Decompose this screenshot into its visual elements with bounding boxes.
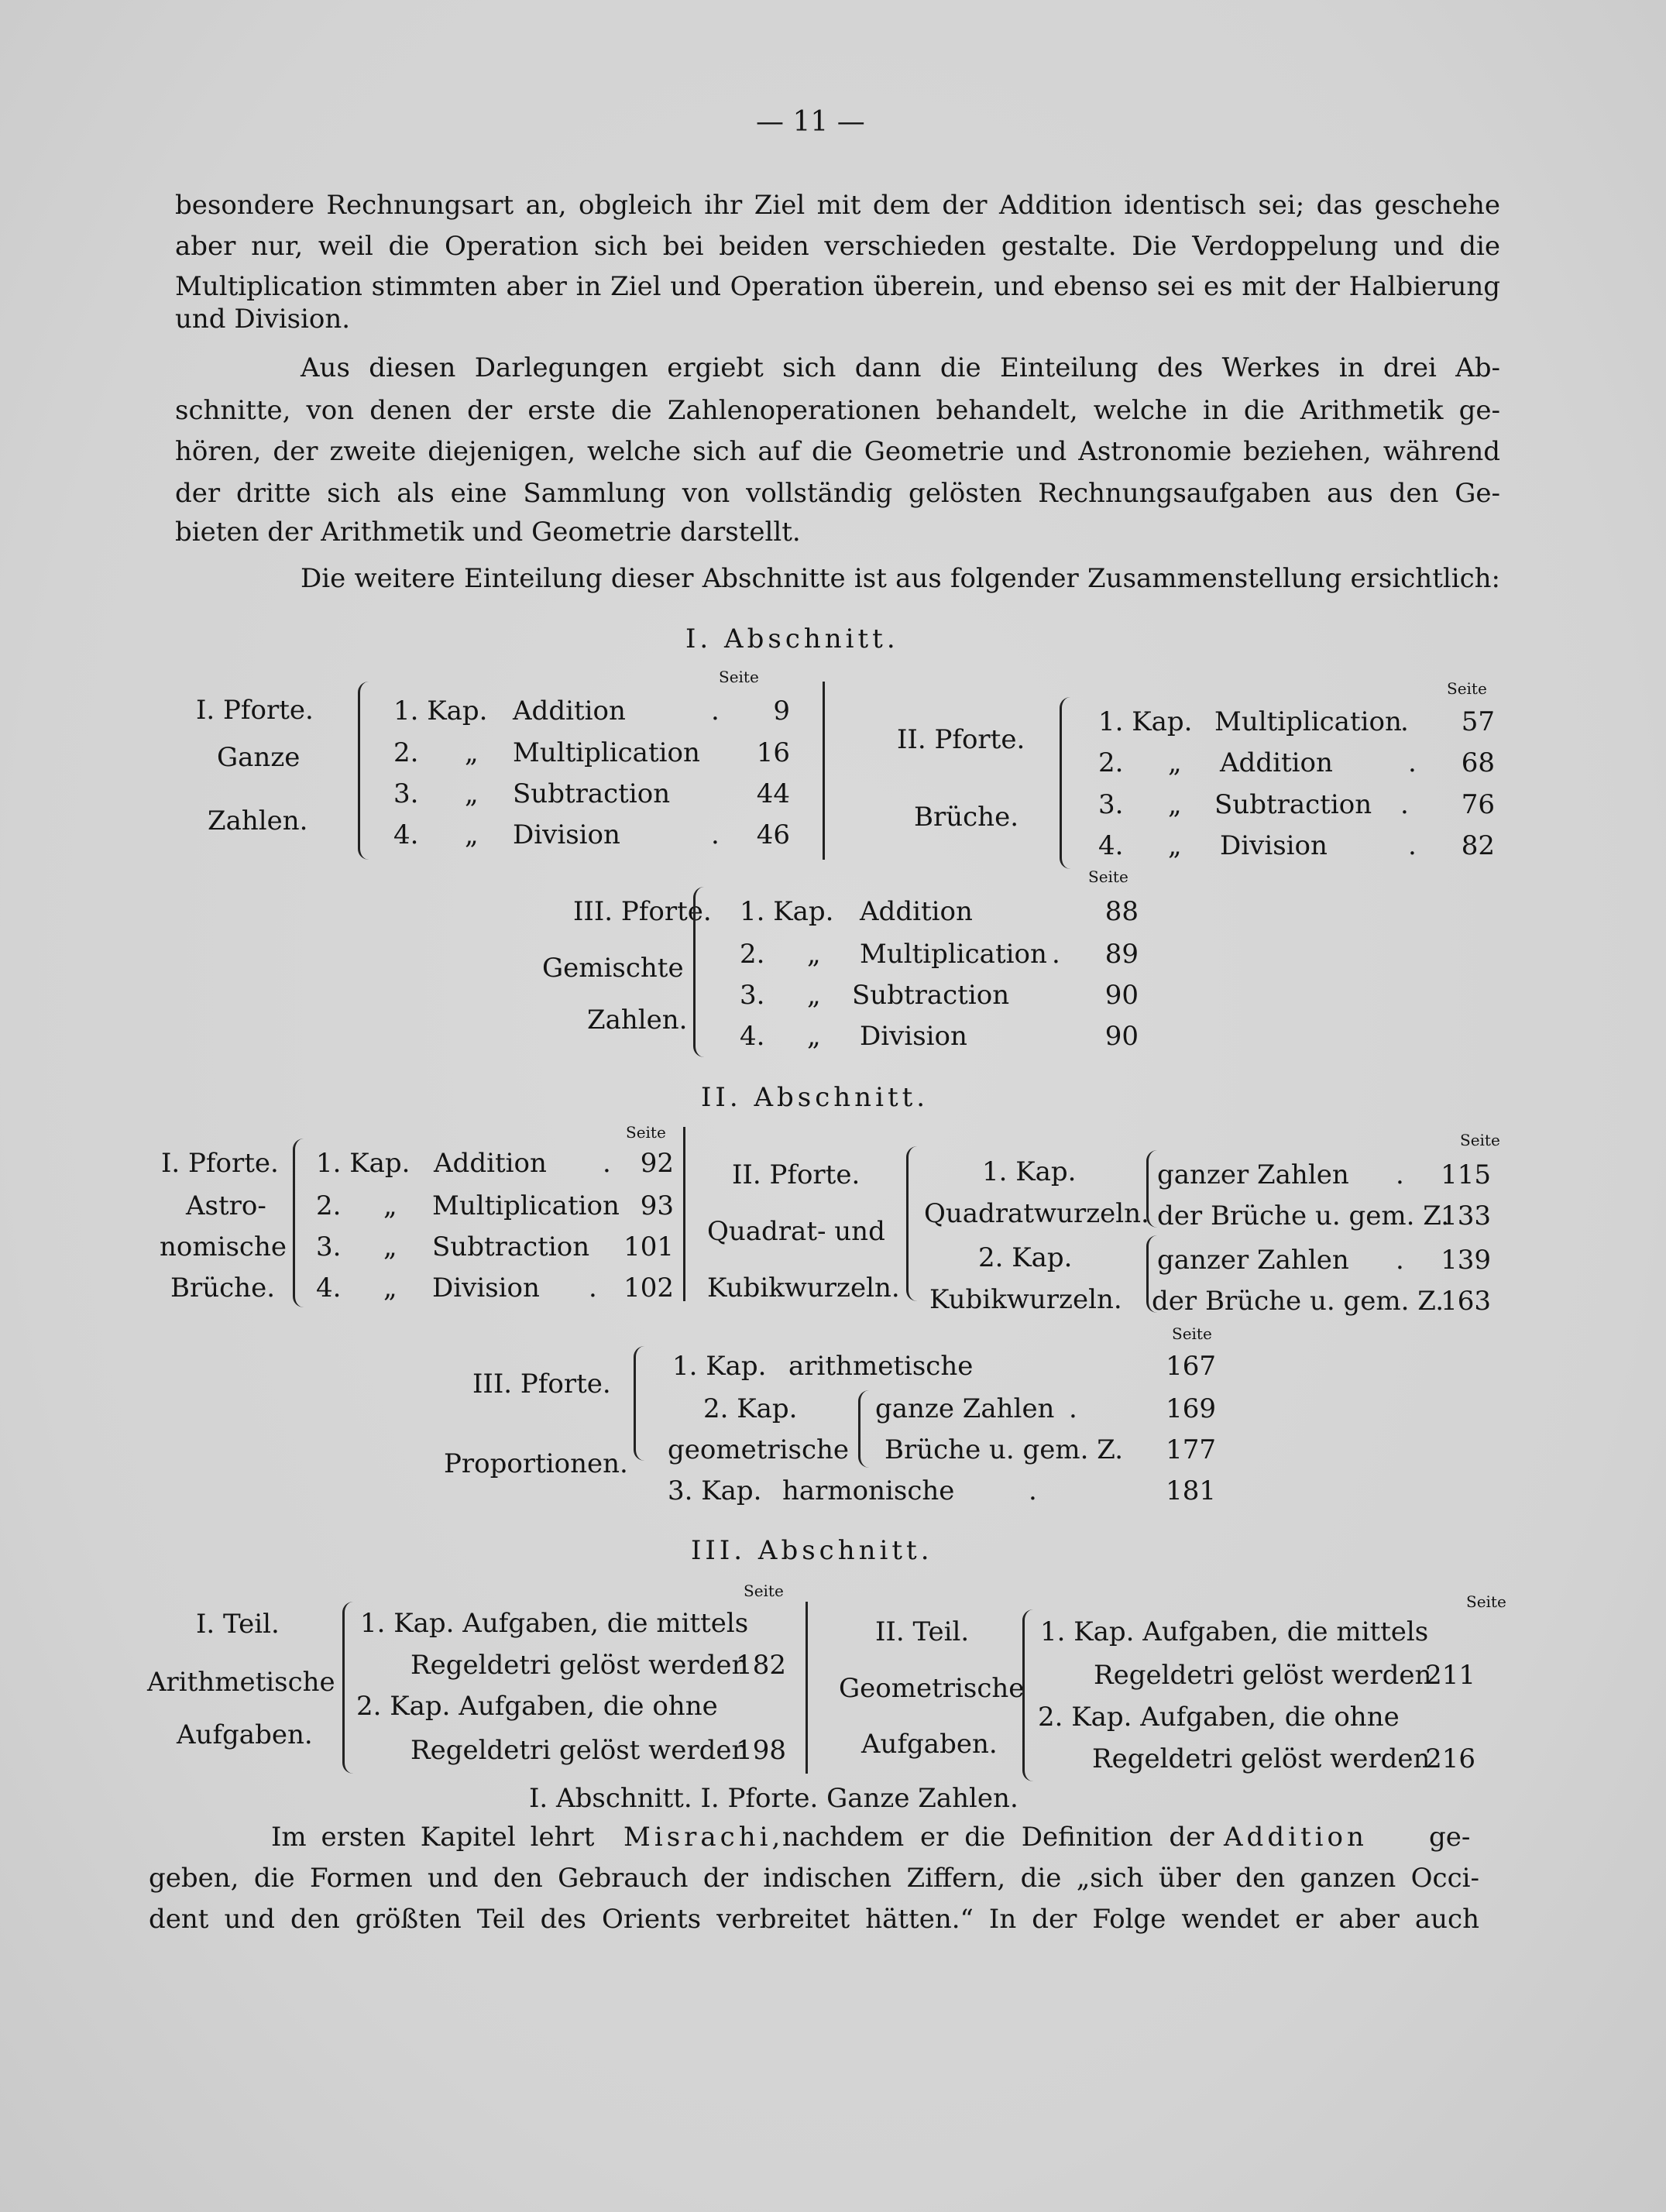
page-ref: 102	[623, 1273, 674, 1304]
kap-name: Multiplication	[1214, 706, 1402, 737]
kap-label: 1. Kap.	[672, 1351, 767, 1382]
teil-label: Aufgaben.	[861, 1729, 998, 1760]
text-line: bieten der Arithmetik und Geometrie darstellt.	[175, 517, 801, 548]
text-line: Aus diesen Darlegungen ergiebt sich dann die Einteilung des Werkes in drei Ab-	[301, 352, 1500, 383]
seite-label: Seite	[626, 1123, 666, 1142]
dot-leader: .	[1069, 1393, 1077, 1424]
page-ref: 88	[1104, 896, 1139, 927]
curly-brace	[634, 1346, 647, 1461]
curly-brace	[1060, 697, 1073, 869]
kap-line: 2. Kap. Aufgaben, die ohne	[1038, 1702, 1400, 1733]
page-ref: 68	[1461, 747, 1495, 778]
seite-label: Seite	[1447, 679, 1487, 698]
kap-line: Regeldetri gelöst werden	[1092, 1743, 1431, 1774]
page-ref: 101	[623, 1231, 674, 1262]
kap-label: 3.	[740, 980, 765, 1011]
pforte-label: III. Pforte.	[573, 896, 712, 927]
sub-name: ganzer Zahlen	[1157, 1159, 1349, 1190]
curly-brace	[693, 887, 706, 1057]
ditto-mark: „	[1168, 830, 1182, 861]
page-ref: 167	[1166, 1351, 1216, 1382]
page-ref: 211	[1425, 1660, 1475, 1691]
kap-line: 2. Kap. Aufgaben, die ohne	[356, 1691, 718, 1722]
sub-name: der Brüche u. gem. Z.	[1157, 1200, 1450, 1231]
sub-name: Brüche u. gem. Z.	[885, 1434, 1124, 1465]
pforte-label: Quadrat- und	[707, 1216, 885, 1247]
curly-brace	[293, 1139, 306, 1307]
text-line: besondere Rechnungsart an, obgleich ihr Ziel mit dem der Addition identisch sei; das geschehe	[175, 190, 1500, 221]
page-ref: 57	[1461, 706, 1495, 737]
kap-label: 3.	[316, 1231, 342, 1262]
page-ref: 216	[1425, 1743, 1475, 1774]
page-ref: 181	[1166, 1475, 1216, 1506]
dot-leader: .	[1408, 747, 1417, 778]
ditto-mark: „	[465, 778, 479, 809]
ditto-mark: „	[465, 819, 479, 850]
kap-label: 2.	[740, 939, 765, 970]
pforte-label: nomische	[160, 1231, 287, 1262]
kap-label: 2.	[1098, 747, 1124, 778]
ditto-mark: „	[465, 737, 479, 768]
kap-name: Multiplication	[513, 737, 700, 768]
page-ref: 76	[1461, 789, 1495, 820]
sub-name: ganzer Zahlen	[1157, 1245, 1349, 1276]
kap-label: 2. Kap.	[978, 1242, 1073, 1273]
pforte-label: Brüche.	[170, 1273, 276, 1304]
pforte-label: II. Pforte.	[897, 724, 1025, 755]
dot-leader: .	[1408, 830, 1417, 861]
page-ref: 182	[736, 1650, 786, 1681]
page-ref: 44	[756, 778, 790, 809]
dot-leader: .	[711, 819, 720, 850]
page-ref: 82	[1461, 830, 1495, 861]
teil-label: I. Teil.	[196, 1609, 280, 1640]
kap-label: 1. Kap.	[316, 1148, 410, 1179]
text-line: aber nur, weil die Operation sich bei beiden verschieden gestalte. Die Verdoppelung und die	[175, 231, 1500, 262]
text-line: dent und den größten Teil des Orients verbreitet hätten.“ In der Folge wendet er aber auch	[149, 1904, 1479, 1935]
teil-label: Geometrische	[839, 1673, 1025, 1704]
text-line: geben, die Formen und den Gebrauch der indischen Ziffern, die „sich über den ganzen Occi-	[149, 1863, 1479, 1894]
page-ref: 46	[756, 819, 790, 850]
pforte-label: I. Pforte.	[161, 1148, 279, 1179]
kap-name: Division	[432, 1273, 540, 1304]
curly-brace	[342, 1602, 356, 1774]
pforte-label: I. Pforte.	[196, 695, 314, 726]
kap-sub: Kubikwurzeln.	[929, 1284, 1122, 1315]
kap-name: Addition	[513, 696, 626, 726]
kap-name: Multiplication	[432, 1190, 620, 1221]
kap-name: Subtraction	[852, 980, 1010, 1011]
ditto-mark: „	[1168, 747, 1182, 778]
dot-leader: .	[1052, 939, 1060, 970]
kap-label: 1. Kap.	[1098, 706, 1193, 737]
text-line: Die weitere Einteilung dieser Abschnitte ist aus folgender Zusammenstellung ersichtlich:	[301, 563, 1500, 594]
sub-name: der Brüche u. gem. Z.	[1152, 1286, 1444, 1317]
kap-line: 1. Kap. Aufgaben, die mittels	[360, 1608, 749, 1639]
kap-name: Addition	[860, 896, 973, 927]
page-ref: 90	[1104, 980, 1139, 1011]
sub-name: ganze Zahlen	[875, 1393, 1055, 1424]
kap-name: Division	[1220, 830, 1328, 861]
dot-leader: .	[1400, 706, 1409, 737]
pforte-label: Gemischte	[542, 953, 684, 984]
page-ref: 198	[736, 1735, 786, 1766]
abschnitt-2-title: II. Abschnitt.	[701, 1082, 929, 1113]
column-divider	[683, 1127, 685, 1301]
text-line: Multiplication stimmten aber in Ziel und Operation überein, und ebenso sei es mit der Halbierung	[175, 271, 1500, 302]
seite-label: Seite	[719, 668, 759, 686]
page-ref: 92	[640, 1148, 674, 1179]
text-line: hören, der zweite diejenigen, welche sich auf die Geometrie und Astronomie beziehen, während	[175, 436, 1500, 467]
ditto-mark: „	[383, 1190, 397, 1221]
page-ref: 139	[1441, 1245, 1491, 1276]
curly-brace	[358, 682, 371, 860]
kap-label: 2. Kap.	[703, 1393, 798, 1424]
kap-name: Multiplication	[860, 939, 1047, 970]
page-ref: 177	[1166, 1434, 1216, 1465]
ditto-mark: „	[383, 1273, 397, 1304]
seite-label: Seite	[1088, 867, 1128, 886]
text-line-part: Im ersten Kapitel lehrt	[271, 1822, 595, 1853]
curly-brace	[1022, 1609, 1036, 1781]
teil-label: Arithmetische	[147, 1667, 335, 1698]
dot-leader: .	[603, 1148, 611, 1179]
text-line: schnitte, von denen der erste die Zahlenoperationen behandelt, welche in die Arithmetik ge-	[175, 395, 1500, 426]
curly-brace	[858, 1390, 871, 1468]
dot-leader: .	[1400, 789, 1409, 820]
abschnitt-1-title: I. Abschnitt.	[685, 623, 899, 654]
seite-label: Seite	[1466, 1592, 1506, 1611]
kap-line: 1. Kap. Aufgaben, die mittels	[1040, 1616, 1429, 1647]
kap-label: 1. Kap.	[393, 696, 488, 726]
kap-label: 4.	[316, 1273, 342, 1304]
kap-line: Regeldetri gelöst werden	[1094, 1660, 1432, 1691]
dot-leader: .	[1396, 1159, 1404, 1190]
kap-label: 3.	[393, 778, 419, 809]
kap-label: 4.	[393, 819, 419, 850]
column-divider	[823, 682, 825, 860]
seite-label: Seite	[744, 1582, 784, 1600]
kap-label: 1. Kap.	[740, 896, 834, 927]
kap-name: Addition	[434, 1148, 547, 1179]
pforte-label: Ganze	[217, 742, 301, 773]
teil-label: II. Teil.	[875, 1616, 970, 1647]
section-heading: I. Abschnitt. I. Pforte. Ganze Zahlen.	[529, 1783, 1018, 1814]
kap-label: 2.	[393, 737, 419, 768]
dot-leader: .	[1396, 1245, 1404, 1276]
pforte-label: Proportionen.	[444, 1448, 628, 1479]
kap-name: arithmetische	[788, 1351, 974, 1382]
kap-sub: Quadratwurzeln.	[924, 1198, 1149, 1229]
page-ref: 93	[640, 1190, 674, 1221]
kap-label: 2.	[316, 1190, 342, 1221]
kap-name: Subtraction	[513, 778, 671, 809]
page-ref: 115	[1441, 1159, 1491, 1190]
text-line-part: nachdem er die Definition der	[782, 1822, 1214, 1853]
kap-label: 4.	[740, 1021, 765, 1052]
kap-line: Regeldetri gelöst werden	[410, 1735, 749, 1766]
seite-label: Seite	[1172, 1324, 1212, 1343]
text-line-part: ge-	[1429, 1822, 1471, 1853]
ditto-mark: „	[807, 980, 821, 1011]
text-line: und Division.	[175, 304, 351, 335]
dot-leader: .	[589, 1273, 597, 1304]
kap-name: Addition	[1220, 747, 1333, 778]
emphasized-term: Addition	[1224, 1822, 1368, 1853]
curly-brace	[906, 1146, 919, 1301]
ditto-mark: „	[807, 1021, 821, 1052]
kap-label: 3. Kap.	[668, 1475, 762, 1506]
emphasized-name: Misrachi,	[623, 1822, 785, 1853]
pforte-label: Zahlen.	[587, 1005, 688, 1036]
page-ref: 16	[756, 737, 790, 768]
kap-label: 3.	[1098, 789, 1124, 820]
kap-name: Subtraction	[1214, 789, 1372, 820]
abschnitt-3-title: III. Abschnitt.	[691, 1535, 933, 1566]
ditto-mark: „	[1168, 789, 1182, 820]
page-ref: 9	[773, 696, 790, 726]
kap-label: 1. Kap.	[982, 1156, 1077, 1187]
pforte-label: Astro-	[186, 1190, 266, 1221]
pforte-label: Zahlen.	[208, 805, 308, 836]
kap-label: 4.	[1098, 830, 1124, 861]
pforte-label: III. Pforte.	[472, 1369, 611, 1400]
column-divider	[806, 1602, 808, 1774]
pforte-label: Brüche.	[914, 802, 1019, 833]
page-number: — 11 —	[756, 106, 865, 138]
kap-name: Division	[513, 819, 620, 850]
kap-line: Regeldetri gelöst werden	[410, 1650, 749, 1681]
dot-leader: .	[711, 696, 720, 726]
kap-name: Subtraction	[432, 1231, 590, 1262]
page-ref: 90	[1104, 1021, 1139, 1052]
page-ref: 133	[1441, 1200, 1491, 1231]
pforte-label: II. Pforte.	[732, 1159, 860, 1190]
ditto-mark: „	[807, 939, 821, 970]
kap-name: Division	[860, 1021, 967, 1052]
kap-name: harmonische	[782, 1475, 955, 1506]
page-ref: 89	[1104, 939, 1139, 970]
ditto-mark: „	[383, 1231, 397, 1262]
page-ref: 169	[1166, 1393, 1216, 1424]
teil-label: Aufgaben.	[177, 1719, 313, 1750]
dot-leader: .	[1029, 1475, 1037, 1506]
page-ref: 163	[1441, 1286, 1491, 1317]
pforte-label: Kubikwurzeln.	[707, 1273, 900, 1304]
kap-sub: geometrische	[668, 1434, 850, 1465]
seite-label: Seite	[1460, 1131, 1500, 1149]
text-line: der dritte sich als eine Sammlung von vollständig gelösten Rechnungsaufgaben aus den Ge-	[175, 478, 1500, 509]
